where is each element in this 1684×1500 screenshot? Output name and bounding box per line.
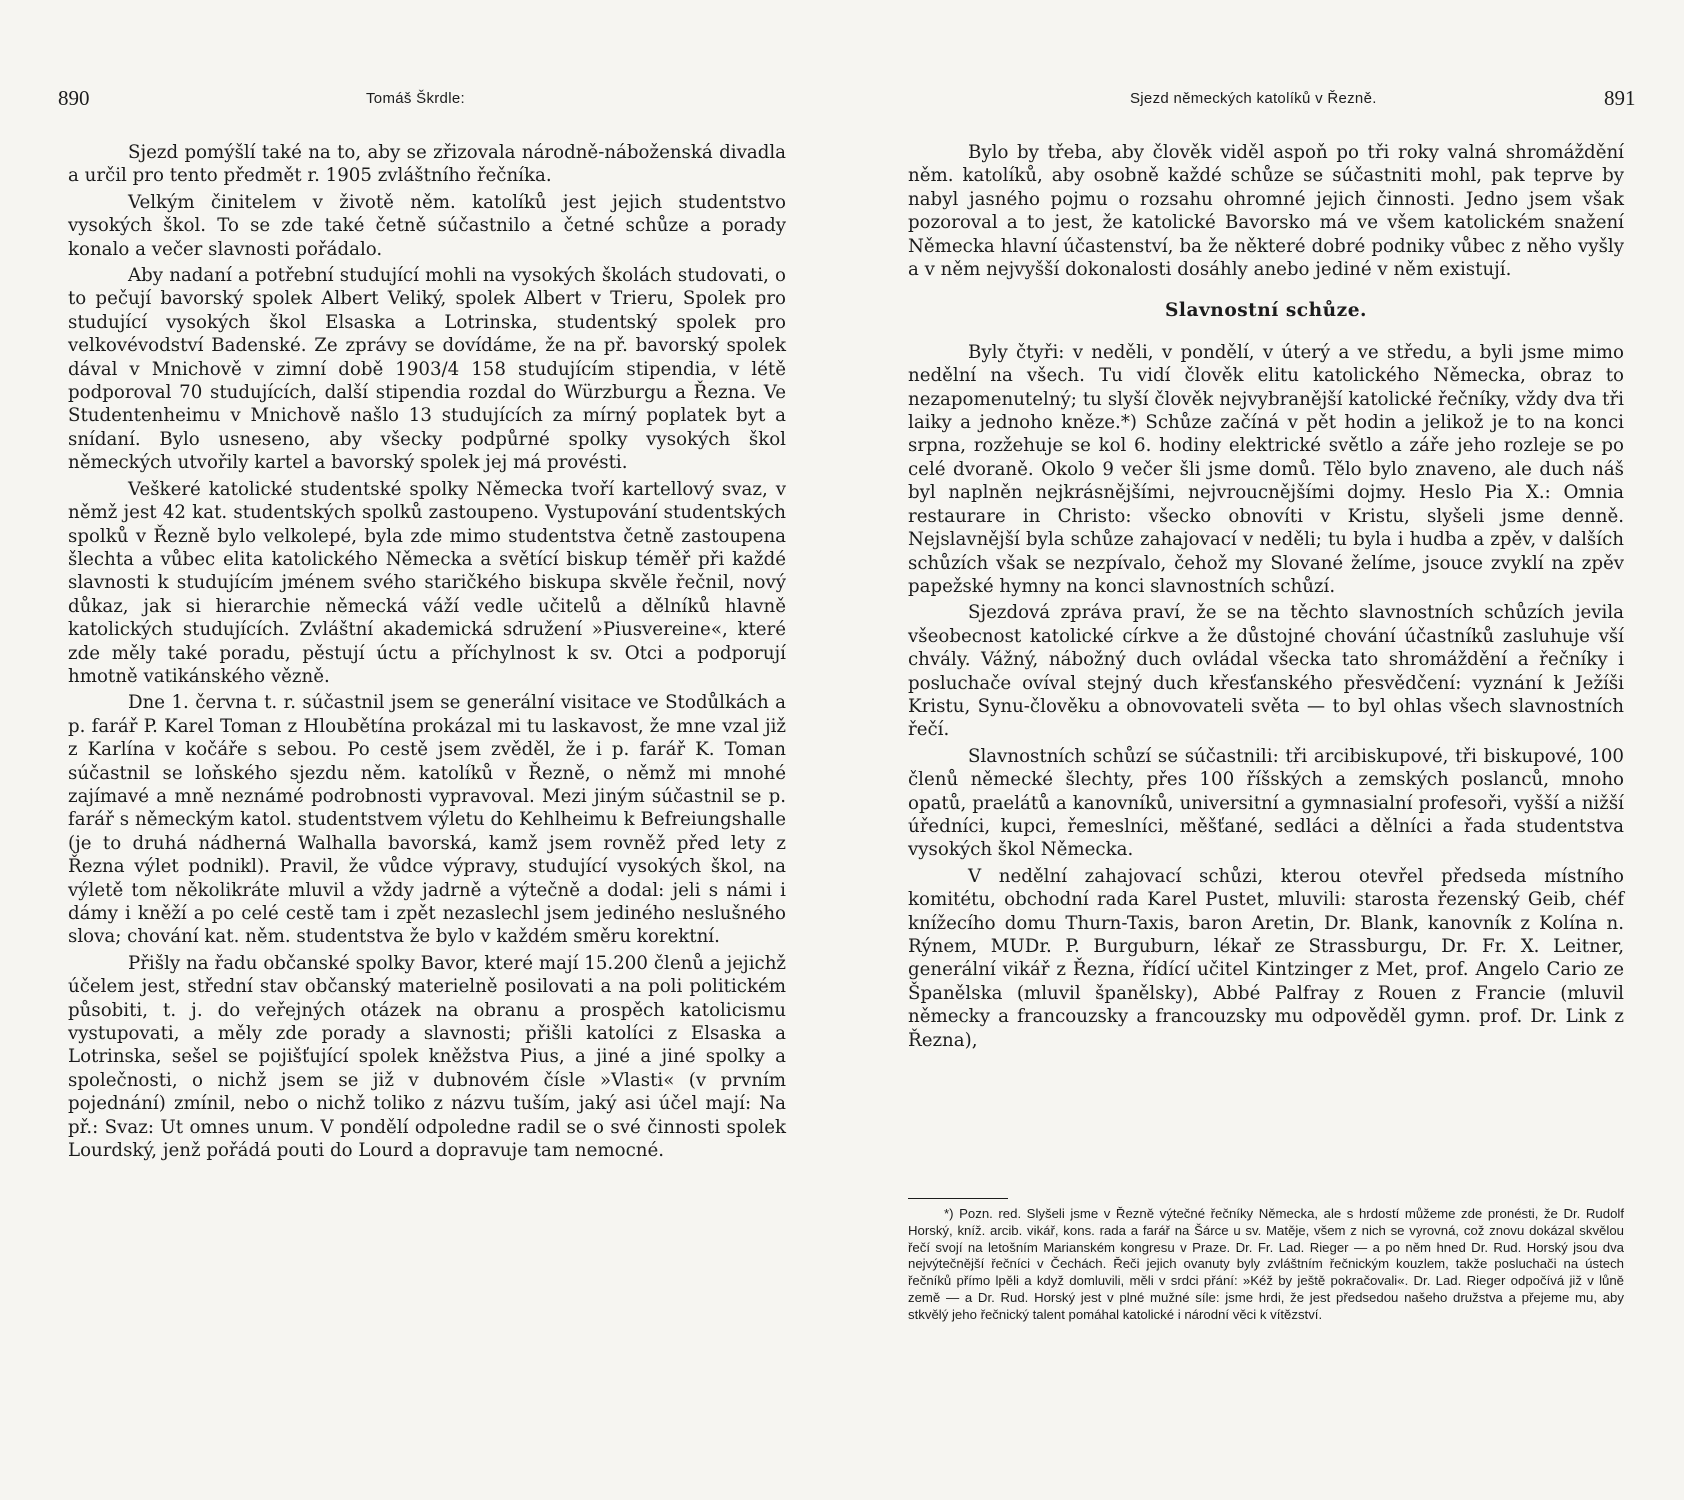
right-page [842, 0, 1684, 1500]
paragraph: Sjezd pomýšlí také na to, aby se zřizovala národně-náboženská divadla a určil pro tento předmět r. 1905 zvláštního řečníka. [68, 142, 786, 187]
left-page-header [0, 86, 842, 116]
footnote-divider [908, 1198, 1008, 1199]
page-number: 890 [58, 86, 90, 110]
section-heading: Slavnostní schůze. [1164, 300, 1368, 322]
paragraph: Byly čtyři: v neděli, v pondělí, v úterý a ve středu, a byli jsme mimo nedělní na všech. Tu vidí člověk elitu katolického Německa, obraz to nezapomenutelný; tu slyší člověk nejvybranější katolické řečníky, vždy dva tři laiky a jednoho kněze.*) Schůze začíná v pět hodin a jelikož je to na konci srpna, rozžehuje se kol 6. hodiny elektrické světlo a záře jeho rozleje se po celé dvoraně. Okolo 9 večer šli jsme domů. Tělo bylo znaveno, ale duch náš byl naplněn nejkrásnějšími, nejvroucnějšími dojmy. Heslo Pia X.: Omnia restaurare in Christo: všecko obnovíti v Kristu, slyšeli jsme denně. Nejslavnější byla schůze zahajovací v neděli; tu byla i hudba a zpěv, v dalších schůzích však se nezpívalo, čehož my Slované želíme, jsouce zvyklí na zpěv papežské hymny na konci slavnostních schůzí. [908, 341, 1624, 597]
page-number: 891 [1604, 86, 1636, 110]
paragraph: Přišly na řadu občanské spolky Bavor, které mají 15.200 členů a jejichž účelem jest, střední stav občanský materielně posilovati a na poli politickém působiti, t. j. do veřejných otázek na obranu a prospěch katolicismu vystupovati, a měly zde porady a slavnosti; přišli katolíci z Elsaska a Lotrinska, sešel se pojišťující spolek kněžstva Pius, a jiné a jiné spolky a společnosti, o nichž jsem se již v dubnovém čísle »Vlasti« (v prvním pojednání) zmínil, nebo o nichž toliko z názvu tuším, jaký asi účel mají: Na př.: Svaz: Ut omnes unum. V pondělí odpoledne radil se o své činnosti spolek Lourdský, jenž pořádá pouti do Lourd a dopravuje tam nemocné. [68, 952, 786, 1162]
right-page-header [842, 86, 1684, 116]
paragraph: V nedělní zahajovací schůzi, kterou otevřel předseda místního komitétu, obchodní rada Karel Pustet, mluvili: starosta řezenský Geib, chéf knížecího domu Thurn-Taxis, baron Aretin, Dr. Blank, kanovník z Kolína n. Rýnem, MUDr. P. Burguburn, lékař ze Strassburgu, Dr. Fr. X. Leitner, generální vikář z Řezna, řídící učitel Kintzinger z Met, prof. Angelo Cario ze Španělska (mluvil španělsky), Abbé Palfray z Rouen z Francie (mluvil německy a francouzsky a francouzsky mu odpověděl gymn. prof. Dr. Link z Řezna), [908, 865, 1624, 1051]
left-page-body [68, 141, 786, 1165]
paragraph: Sjezdová zpráva praví, že se na těchto slavnostních schůzích jevila všeobecnost katolické církve a že důstojné chování účastníků zasluhuje vší chvály. Vážný, nábožný duch ovládal všecka tato shromáždění a řečníky i posluchače ovíval stejný duch křesťanského přesvědčení: vyznání k Ježíši Kristu, Synu-člověku a obnovovateli světa — to byl ohlas všech slavnostních řečí. [908, 602, 1624, 741]
paragraph: Veškeré katolické studentské spolky Německa tvoří kartellový svaz, v němž jest 42 kat. studentských spolků zastoupeno. Vystupování studentských spolků v Řezně bylo velkolepé, byla zde mimo studentstva četně zastoupena šlechta a vůbec elita katolického Německa a světící biskup téměř při každé slavnosti k studujícím jménem svého staričkého biskupa skvěle řečnil, nový důkaz, jak si hierarchie německá váží vedle učitelů a dělníků hlavně katolických studujících. Zvláštní akademická sdružení »Piusvereine«, které zde měly také poradu, pěstují úctu a příchylnost k sv. Otci a podporují hmotně vatikánského vězně. [68, 478, 786, 687]
right-page-body [908, 141, 1624, 1055]
paragraph: Bylo by třeba, aby člověk viděl aspoň po tři roky valná shromáždění něm. katolíků, aby osobně každé schůze se súčastniti mohl, pak teprve by nabyl jasného pojmu o rozsahu ohromné jejich činnosti. Jedno jsem však pozoroval a to jest, že katolické Bavorsko má ve všem katolickém snažení Německa hlavní účastenství, ba že některé dobré podniky vůbec z něho vyšly a v něm nejvyšší dokonalosti dosáhly anebo jediné v něm existují. [908, 142, 1624, 281]
running-head: Tomáš Škrdle: [366, 90, 465, 107]
paragraph: Velkým činitelem v životě něm. katolíků jest jejich studentstvo vysokých škol. To se zde také četně súčastnilo a četné schůze a porady konalo a večer slavnosti pořádalo. [68, 191, 786, 260]
running-head: Sjezd německých katolíků v Řezně. [1130, 90, 1377, 107]
footnote [908, 1206, 1624, 1324]
footnote-text: *) Pozn. red. Slyšeli jsme v Řezně výtečné řečníky Německa, ale s hrdostí můžeme zde pronésti, že Dr. Rudolf Horský, kníž. arcib. vikář, kons. rada a farář na Šárce u sv. Matěje, všem z nich se vyrovná, což znovu dokázal skvělou řečí svojí na letošním Marianském kongresu v Praze. Dr. Fr. Lad. Rieger — a po něm hned Dr. Rud. Horský jsou dva nejvýtečnější řečníci v Čechách. Řeči jejich ovanuty byly zvláštním řečnickým kouzlem, takže posluchači na ústech řečníků přímo lpěli a když domluvili, měli v srdci přání: »Kéž by ještě pokračovali«. Dr. Lad. Rieger odpočívá již v lůně země — a Dr. Rud. Horský jest v plné mužné síle: jsme hrdi, že jest předsedou našeho družstva a přejeme mu, aby stkvělý jeho řečnický talent pomáhal katolické i národní věci k vítězství. [908, 1206, 1624, 1322]
paragraph: Aby nadaní a potřební studující mohli na vysokých školách studovati, o to pečují bavorský spolek Albert Veliký, spolek Albert v Trieru, Spolek pro studující vysokých škol Elsaska a Lotrinska, studentský spolek pro velkovévodství Badenské. Ze zprávy se dovídáme, že na př. bavorský spolek dával v Mnichově v zimní době 1903/4 158 studujícím stipendia, v létě podporoval 70 studujících, další stipendia rozdal do Würzburgu a Řezna. Ve Studentenheimu v Mnichově našlo 13 studujících za mírný poplatek byt a snídaní. Bylo usneseno, aby všecky podpůrné spolky vysokých škol německých utvořily kartel a bavorský spolek jej má provésti. [68, 265, 786, 474]
paragraph: Dne 1. června t. r. súčastnil jsem se generální visitace ve Stodůlkách a p. farář P. Karel Toman z Hloubětína prokázal mi tu laskavost, že mne vzal již z Karlína v kočáře s sebou. Po cestě jsem zvěděl, že i p. farář K. Toman súčastnil se loňského sjezdu něm. katolíků v Řezně, o němž mi mnohé zajímavé a mně neznámé podrobnosti vypravoval. Mezi jiným súčastnil se p. farář s německým katol. studentstvem výletu do Kehlheimu k Befreiungshalle (je to druhá nádherná Walhalla bavorská, kamž jsem rovněž před lety z Řezna výlet podnikl). Pravil, že vůdce výpravy, studující vysokých škol, na výletě tom několikráte mluvil a vždy jadrně a výtečně a dodal: jeli s námi i dámy i kněží a po celé cestě tam i zpět nezaslechl jsem jediného neslušného slova; chování kat. něm. studentstva že bylo v každém směru korektní. [68, 692, 786, 948]
paragraph: Slavnostních schůzí se súčastnili: tři arcibiskupové, tři biskupové, 100 členů německé šlechty, přes 100 říšských a zemských poslanců, mnoho opatů, praelátů a kanovníků, universitní a gymnasialní profesoři, vyšší a nižší úředníci, kupci, řemeslníci, měšťané, sedláci a dělníci a řada studentstva vysokých škol Německa. [908, 745, 1624, 861]
